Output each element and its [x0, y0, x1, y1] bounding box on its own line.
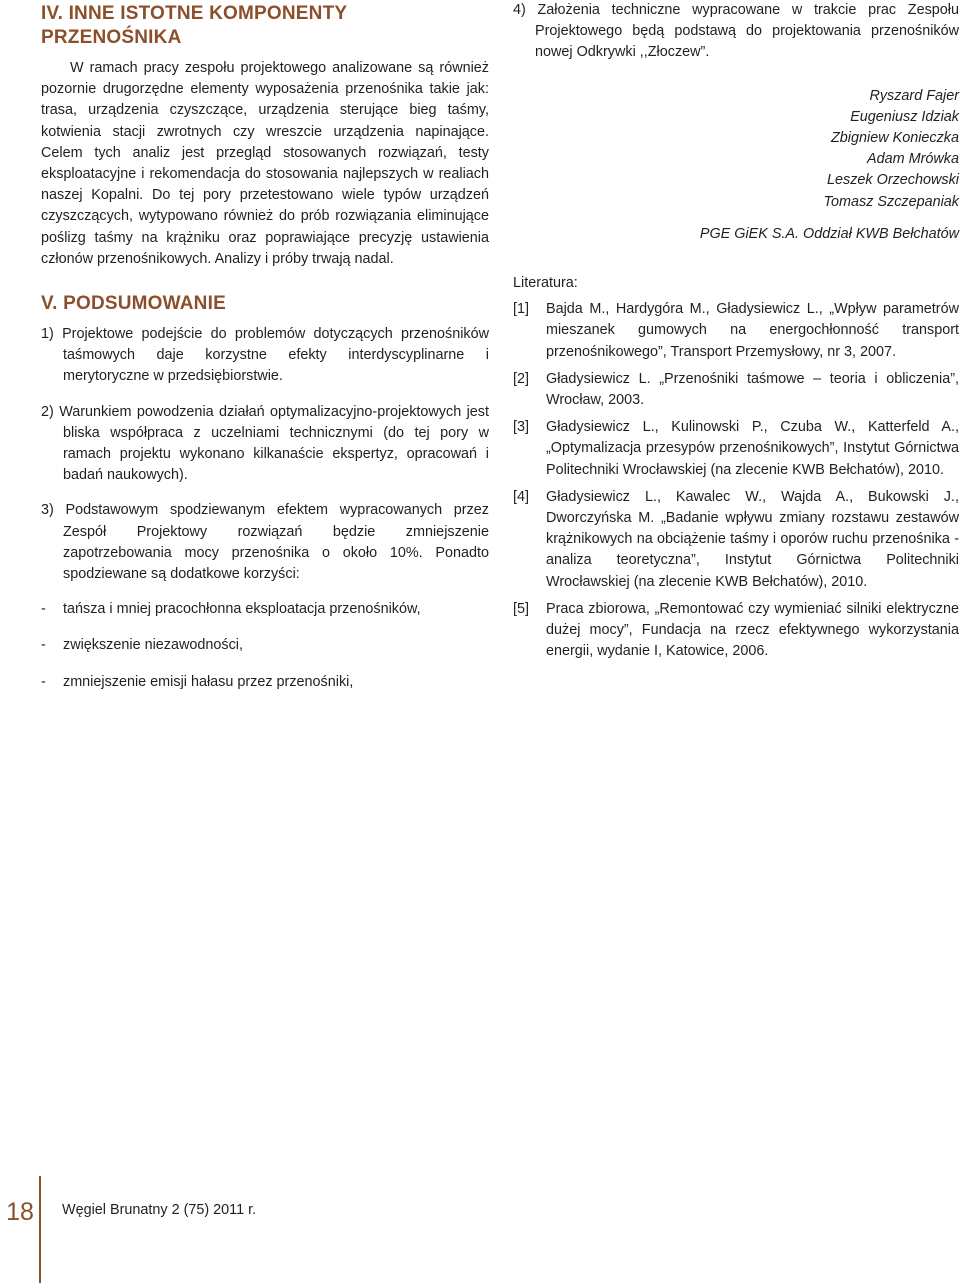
- references-list: [513, 299, 959, 662]
- benefit-text: zwiększenie niezawodności,: [63, 637, 243, 654]
- summary-item-2: 2) Warunkiem powodzenia działań optymalizacyjno-projektowych jest bliska współpraca z uczelniami technicznymi (do tej pory w ramach projektu wykonano kilkanaście ekspertyz, opracowań i badań naukowych).: [41, 403, 489, 484]
- footer-divider: [39, 1176, 41, 1283]
- literature-label: Literatura:: [513, 275, 578, 292]
- reference-item: [513, 599, 959, 663]
- authors-block: [513, 86, 959, 213]
- page-number: 18: [6, 1198, 34, 1226]
- journal-title: Węgiel Brunatny 2 (75) 2011 r.: [62, 1202, 257, 1218]
- author-name: Eugeniusz Idziak: [850, 108, 959, 125]
- section-v-title: V. PODSUMOWANIE: [41, 293, 226, 315]
- benefit-text: zmniejszenie emisji hałasu przez przenośniki,: [63, 673, 354, 690]
- reference-item: [513, 487, 959, 593]
- reference-number: [3]: [513, 419, 529, 436]
- reference-item: [513, 299, 959, 363]
- reference-item: [513, 417, 959, 481]
- author-name: Adam Mrówka: [867, 151, 959, 168]
- reference-text: Praca zbiorowa, „Remontować czy wymieniać silniki elektryczne dużej mocy”, Fundacja na rzecz efektywnego wykorzystania energii, wydanie I, Katowice, 2006.: [546, 600, 959, 660]
- benefit-text: tańsza i mniej pracochłonna eksploatacja przenośników,: [63, 601, 421, 618]
- section-iv-title: IV. INNE ISTOTNE KOMPONENTY PRZENOŚNIKA: [41, 3, 347, 48]
- list-item: - zmniejszenie emisji hałasu przez przenośniki,: [41, 673, 354, 690]
- reference-number: [2]: [513, 370, 529, 387]
- list-item: - zwiększenie niezawodności,: [41, 637, 243, 654]
- summary-item-4: 4) Założenia techniczne wypracowane w trakcie prac Zespołu Projektowego będą podstawą do projektowania przenośników nowej Odkrywki ,,Złoczew”.: [513, 2, 959, 61]
- reference-number: [4]: [513, 488, 529, 505]
- reference-text: Gładysiewicz L., Kawalec W., Wajda A., Bukowski J., Dworczyńska M. „Badanie wpływu zmiany rozstawu zestawów krążnikowych na obciążenie taśmy i oporów ruchu przenośnika - analiza teoretyczna”, Instytut Górnictwa Politechniki Wrocławskiej (na zlecenie KWB Bełchatów), 2010.: [546, 488, 959, 590]
- author-name: Zbigniew Konieczka: [831, 130, 959, 147]
- summary-item-3: 3) Podstawowym spodziewanym efektem wypracowanych przez Zespół Projektowy rozwiązań będzie zmniejszenie zapotrzebowania mocy przenośnika o około 10%. Ponadto spodziewane są dodatkowe korzyści:: [41, 502, 489, 583]
- left-column: [41, 0, 489, 708]
- affiliation: PGE GiEK S.A. Oddział KWB Bełchatów: [699, 225, 959, 242]
- reference-number: [5]: [513, 600, 529, 617]
- reference-text: Gładysiewicz L., Kulinowski P., Czuba W., Katterfeld A., „Optymalizacja przesypów przenośnikowych”, Instytut Górnictwa Politechniki Wrocławskiej (na zlecenie KWB Bełchatów), 2010.: [546, 419, 959, 478]
- reference-number: [1]: [513, 301, 529, 318]
- summary-item-1: 1) Projektowe podejście do problemów dotyczących przenośników taśmowych daje korzystne efekty interdyscyplinarne i merytoryczne w przedsiębiorstwie.: [41, 326, 489, 385]
- reference-text: Bajda M., Hardygóra M., Gładysiewicz L., „Wpływ parametrów mieszanek gumowych na energochłonność transport przenośnikowego”, Transport Przemysłowy, nr 3, 2007.: [546, 301, 959, 360]
- right-column: [513, 0, 959, 668]
- author-name: Leszek Orzechowski: [827, 172, 959, 189]
- list-item: - tańsza i mniej pracochłonna eksploatacja przenośników,: [41, 601, 421, 618]
- author-name: Tomasz Szczepaniak: [823, 193, 959, 210]
- author-name: Ryszard Fajer: [869, 87, 959, 104]
- section-iv-paragraph: W ramach pracy zespołu projektowego analizowane są również pozornie drugorzędne elementy wyposażenia przenośnika takie jak: trasa, urządzenia czyszczące, urządzenia sterujące bieg taśmy, kotwienia stacji zwrotnych czy wreszcie urządzenia napinające. Celem tych analiz jest przegląd stosowanych rozwiązań, testy eksploatacyjne i rekomendacja do stosowania najlepszych w realiach naszej Kopalni. Do tej pory przetestowano wiele typów urządzeń czyszczących, wytypowano również do prób rozwiązania eliminujące poślizg taśmy na krążniku oraz poprawiające precyzję ustawienia członów przenośnikowych. Analizy i próby trwają nadal.: [41, 60, 489, 267]
- reference-item: [513, 369, 959, 411]
- benefits-list: [41, 599, 489, 693]
- reference-text: Gładysiewicz L. „Przenośniki taśmowe – teoria i obliczenia”, Wrocław, 2003.: [546, 370, 959, 409]
